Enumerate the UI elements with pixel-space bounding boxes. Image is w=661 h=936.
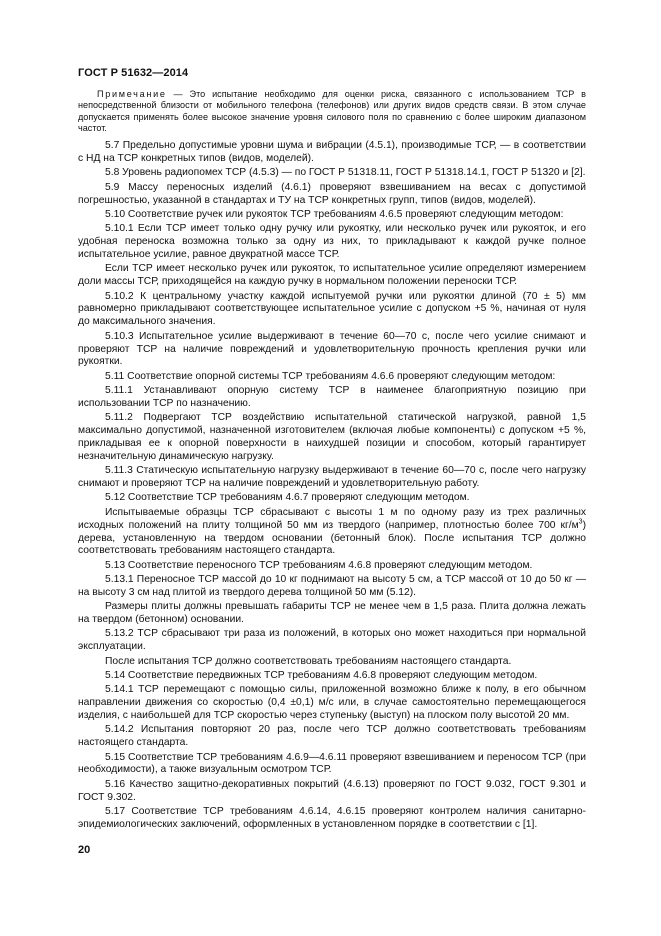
paragraph-5-9: 5.9 Массу переносных изделий (4.6.1) проверяют взвешиванием на весах с допустимой погрешностью, указанной в стандартах и ТУ на ТСР конкретных групп, типов (видов, моделей).: [78, 181, 586, 206]
paragraph-5-14-1: 5.14.1 ТСР перемещают с помощью силы, приложенной возможно ближе к полу, в его обычном направлении движения со скоростью (0,4 ±0,1) м/с или, в случае самостоятельно перемещающегося изделия, с наибольшей для ТСР скоростью через ступеньку (выступ) на плоском полу высотой 20 мм.: [78, 684, 586, 722]
paragraph-5-10-2: 5.10.2 К центральному участку каждой испытуемой ручки или рукоятки длиной (70 ± 5) мм равномерно прикладывают соответствующее испытательное усилие с допуском +5 %, начиная от нуля до максимального значения.: [78, 290, 586, 328]
paragraph-5-14-2: 5.14.2 Испытания повторяют 20 раз, после чего ТСР должно соответствовать требованиям настоящего стандарта.: [78, 724, 586, 749]
paragraph-5-10-1-cont: Если ТСР имеет несколько ручек или рукояток, то испытательное усилие определяют измерением доли массы ТСР, приходящейся на каждую ручку в нормальном положении переноски ТСР.: [78, 263, 586, 288]
paragraph-5-10-1: 5.10.1 Если ТСР имеет только одну ручку или рукоятку, или несколько ручек или рукояток, и его удобная переноска возможна только за одну из них, то прикладывают к каждой ручке полное испытательное усилие, равное двукратной массе ТСР.: [78, 223, 586, 260]
paragraph-5-12-test: [78, 507, 586, 559]
paragraph-5-13-2-cont: После испытания ТСР должно соответствовать требованиям настоящего стандарта.: [105, 655, 512, 667]
paragraph-5-13-1-cont: Размеры плиты должны превышать габариты ТСР не менее чем в 1,5 раза. Плита должна лежать на твердом (бетонном) основании.: [78, 601, 586, 626]
paragraph-5-11: 5.11 Соответствие опорной системы ТСР требованиям 4.6.6 проверяют следующим методом:: [105, 370, 556, 382]
paragraph-5-13-1: 5.13.1 Переносное ТСР массой до 10 кг поднимают на высоту 5 см, а ТСР массой от 10 до 50 кг — на высоту 3 см над плитой из твердого дерева толщиной 50 мм (5.12).: [78, 574, 586, 598]
paragraph-5-16: 5.16 Качество защитно-декоративных покрытий (4.6.13) проверяют по ГОСТ 9.032, ГОСТ 9.301 и ГОСТ 9.302.: [78, 778, 586, 803]
note-label: Примечание: [97, 89, 167, 99]
note-paragraph: [78, 89, 586, 134]
paragraph-5-7: 5.7 Предельно допустимые уровни шума и вибрации (4.5.1), производимые ТСР, — в соответствии с НД на ТСР конкретных типов (видов, моделей).: [78, 140, 586, 165]
paragraph-5-13: 5.13 Соответствие переносного ТСР требованиям 4.6.8 проверяют следующим методом.: [105, 559, 533, 571]
document-body: [78, 89, 586, 833]
note-text: — Это испытание необходимо для оценки риска, связанного с использованием ТСР в непосредственной близости от мобильного телефона (телефонов) или других видов средств связи. В этом случае допускается применять более высокое значение уровня силового поля по сравнению с более широким диапазоном частот.: [78, 89, 586, 133]
page-number: 20: [78, 844, 91, 856]
density-superscript: 3: [578, 518, 583, 526]
paragraph-5-14: 5.14 Соответствие передвижных ТСР требованиям 4.6.8 проверяют следующим методом.: [105, 669, 538, 681]
paragraph-5-11-1: 5.11.1 Устанавливают опорную систему ТСР в наименее благоприятную позицию при использовании ТСР по назначению.: [78, 385, 586, 409]
paragraph-5-15: 5.15 Соответствие ТСР требованиям 4.6.9—4.6.11 проверяют взвешиванием и переносом ТСР (при необходимости), а также визуальным осмотром ТСР.: [78, 751, 586, 776]
paragraph-5-12: 5.12 Соответствие ТСР требованиям 4.6.7 проверяют следующим методом.: [105, 492, 470, 504]
paragraph-5-10-3: 5.10.3 Испытательное усилие выдерживают в течение 60—70 с, после чего усилие снимают и проверяют ТСР на наличие повреждений и удовлетворительную прочность крепления ручки или рукоятки.: [78, 330, 586, 368]
density-text-after: ) дерева, установленную на твердом основании (бетонный блок). После испытания ТСР должно соответствовать требованиям настоящего стандарта.: [78, 519, 586, 557]
paragraph-5-11-2: 5.11.2 Подвергают ТСР воздействию испытательной статической нагрузкой, равной 1,5 максимально допустимой, назначенной изготовителем (включая любые компоненты) с допуском +5 %, прикладывая ее к опорной поверхности в наихудшей позиции и способом, который гарантирует незначительную динамическую нагрузку.: [78, 412, 586, 462]
paragraph-5-8: 5.8 Уровень радиопомех ТСР (4.5.3) — по ГОСТ Р 51318.11, ГОСТ Р 51318.14.1, ГОСТ Р 51320 и [2].: [105, 167, 586, 179]
document-header: ГОСТ Р 51632—2014: [78, 67, 189, 79]
paragraph-5-17: 5.17 Соответствие ТСР требованиям 4.6.14, 4.6.15 проверяют контролем наличия санитарно-эпидемиологических заключений, оформленных в установленном порядке в соответствии с [1].: [78, 805, 586, 830]
paragraph-5-10: 5.10 Соответствие ручек или рукояток ТСР требованиям 4.6.5 проверяют следующим методом:: [105, 208, 564, 220]
density-text-before: Испытываемые образцы ТСР сбрасывают с высоты 1 м по одному разу из трех различных исходных положений на плиту толщиной 50 мм из твердого (например, плотностью более 700 кг/м: [78, 506, 586, 531]
paragraph-5-13-2: 5.13.2 ТСР сбрасывают три раза из положений, в которых оно может находиться при нормальной эксплуатации.: [78, 628, 586, 653]
paragraph-5-11-3: 5.11.3 Статическую испытательную нагрузку выдерживают в течение 60—70 с, после чего нагрузку снимают и проверяют ТСР на наличие повреждений и удовлетворительную работу.: [78, 465, 586, 490]
